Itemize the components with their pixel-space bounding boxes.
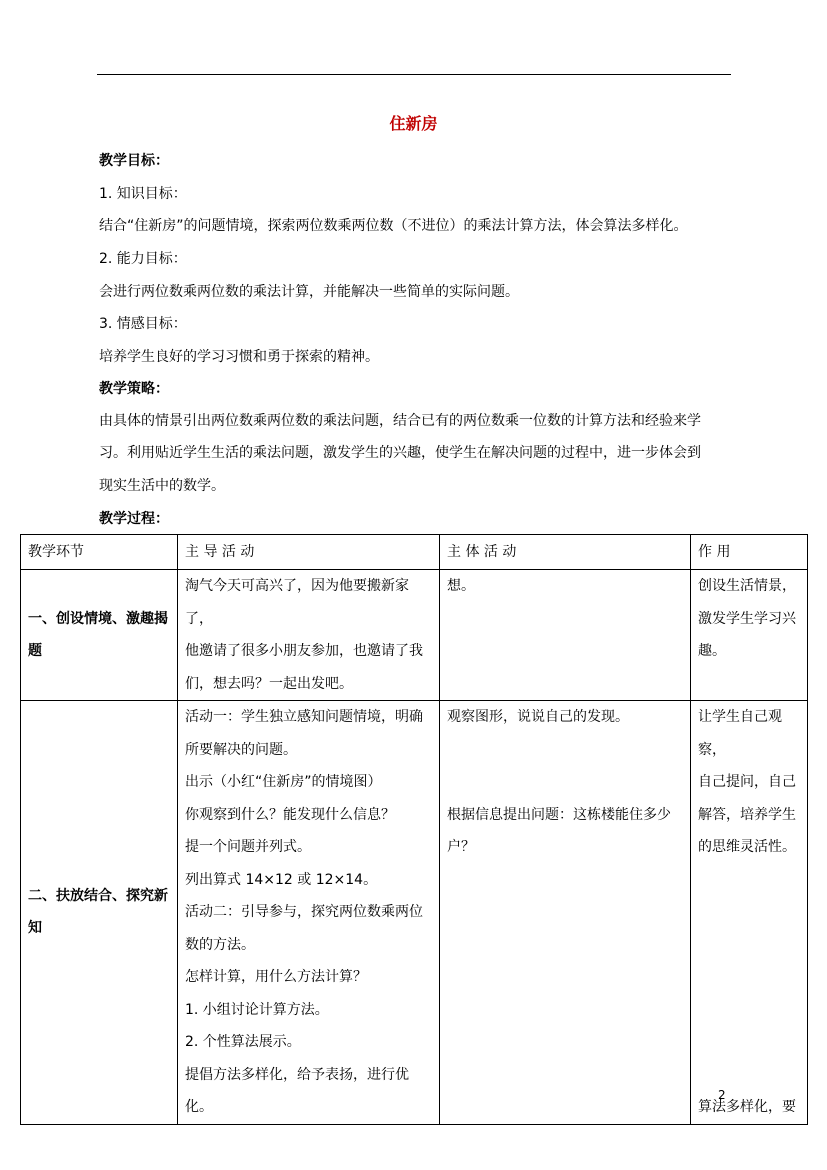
lead-line: 1. 小组讨论计算方法。: [185, 1001, 329, 1018]
lead-cell: [178, 701, 440, 1125]
student-line: 想。: [447, 578, 475, 594]
lead-line: 数的方法。: [185, 936, 255, 953]
student-line: 户？: [447, 839, 475, 855]
process-heading: 教学过程：: [99, 511, 169, 527]
lead-line: 提倡方法多样化，给予表扬，进行优化。: [185, 1066, 409, 1115]
objective-1-label: 1. 知识目标：: [99, 186, 187, 202]
purpose-line: 的思维灵活性。: [698, 839, 796, 855]
lead-line: 列出算式 14×12 或 12×14。: [185, 871, 378, 888]
header-stage: 教学环节: [21, 535, 178, 570]
purpose-line: 趣。: [698, 643, 726, 659]
page-number: 2: [718, 1088, 726, 1102]
purpose-cell: [691, 570, 808, 701]
objective-2-label: 2. 能力目标：: [99, 251, 187, 267]
purpose-line: 创设生活情景，: [698, 578, 796, 594]
header-student-activity: 主 体 活 动: [440, 535, 691, 570]
purpose-line: 让学生自己观察，: [698, 709, 782, 758]
lead-line: 你观察到什么？能发现什么信息？: [185, 806, 395, 823]
header-lead-activity: 主 导 活 动: [178, 535, 440, 570]
strategy-heading: 教学策略：: [99, 381, 169, 397]
spacer: [447, 734, 686, 767]
header-rule: [97, 74, 731, 75]
table-row: [21, 701, 808, 1125]
lead-line: 们，想去吗？一起出发吧。: [185, 675, 353, 692]
lead-line: 怎样计算，用什么方法计算？: [185, 969, 367, 985]
strategy-line: 现实生活中的数学。: [99, 478, 225, 494]
header-purpose: 作 用: [691, 535, 808, 570]
stage-label: 二、扶放结合、探究新知: [28, 887, 168, 937]
objectives-heading: 教学目标：: [99, 153, 169, 169]
student-cell: [440, 570, 691, 701]
lead-line: 出示（小红“住新房”的情境图）: [185, 774, 382, 790]
teaching-process-table: [20, 534, 808, 1125]
spacer: [698, 864, 803, 1091]
lead-line: 提一个问题并列式。: [185, 839, 311, 855]
lead-cell: [178, 570, 440, 701]
student-cell: [440, 701, 691, 1125]
strategy-line: 由具体的情景引出两位数乘两位数的乘法问题，结合已有的两位数乘一位数的计算方法和经验来学: [99, 413, 701, 429]
page-title: 住新房: [389, 114, 438, 133]
lead-line: 活动一：学生独立感知问题情境，明确: [185, 709, 423, 725]
stage-cell: [21, 570, 178, 701]
lead-line: 淘气今天可高兴了，因为他要搬新家了，: [185, 578, 409, 627]
lead-line: 所要解决的问题。: [185, 741, 297, 758]
student-line: 根据信息提出问题：这栋楼能住多少: [447, 806, 671, 823]
spacer: [447, 766, 686, 799]
objective-1-text: 结合“住新房”的问题情境，探索两位数乘两位数（不进位）的乘法计算方法，体会算法多样化。: [99, 218, 688, 234]
stage-label: 一、创设情境、激趣揭题: [28, 610, 168, 659]
purpose-line: 自己提问，自己: [698, 774, 796, 790]
strategy-line: 习。利用贴近学生生活的乘法问题，激发学生的兴趣，使学生在解决问题的过程中，进一步体会到: [99, 445, 701, 461]
lead-line: 2. 个性算法展示。: [185, 1034, 301, 1050]
objective-2-text: 会进行两位数乘两位数的乘法计算，并能解决一些简单的实际问题。: [99, 284, 519, 300]
purpose-line: 解答，培养学生: [698, 806, 796, 823]
objective-3-label: 3. 情感目标：: [99, 316, 187, 332]
student-line: 观察图形，说说自己的发现。: [447, 709, 629, 725]
purpose-cell: [691, 701, 808, 1125]
lead-line: 活动二：引导参与，探究两位数乘两位: [185, 904, 423, 920]
objective-3-text: 培养学生良好的学习习惯和勇于探索的精神。: [99, 349, 379, 365]
purpose-line: 激发学生学习兴: [698, 610, 796, 627]
stage-cell: [21, 701, 178, 1125]
table-header-row: [21, 535, 808, 570]
table-row: [21, 570, 808, 701]
purpose-line: 算法多样化，要: [698, 1098, 796, 1115]
lead-line: 他邀请了很多小朋友参加，也邀请了我: [185, 643, 423, 659]
